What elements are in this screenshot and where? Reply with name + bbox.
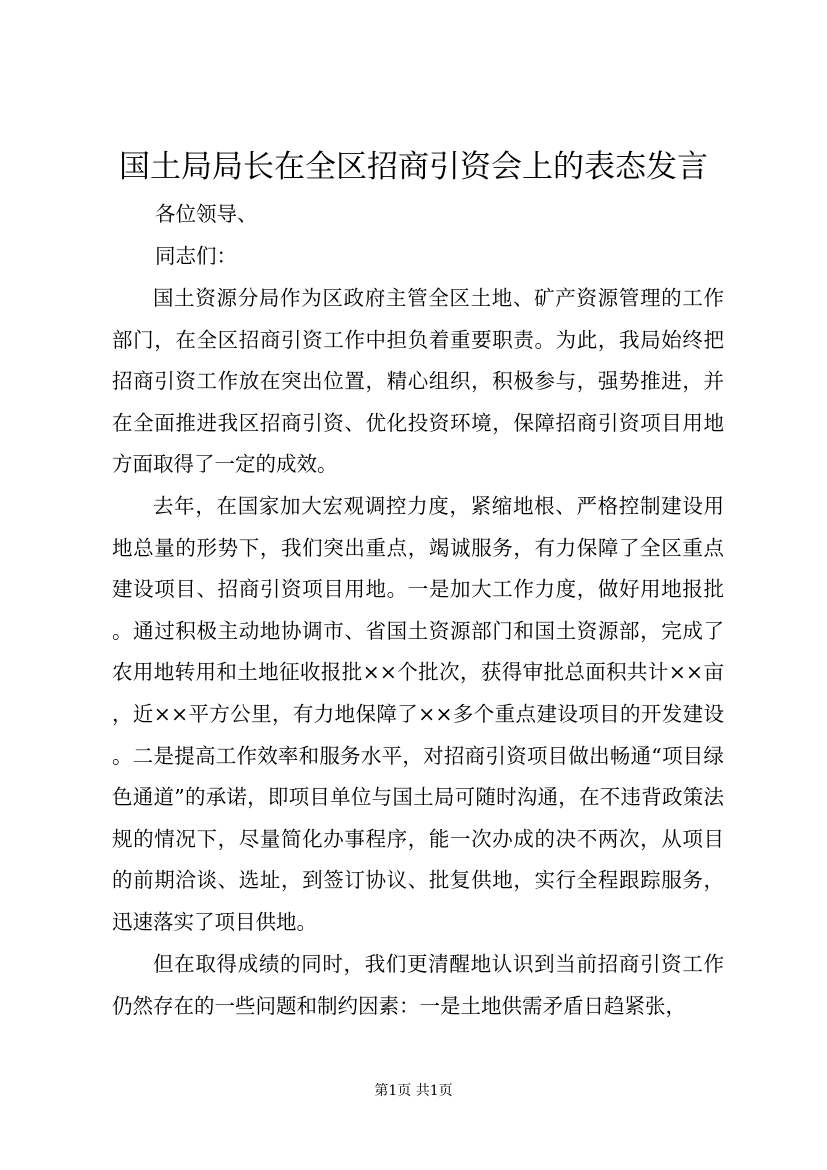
paragraph-1: 国土资源分局作为区政府主管全区土地、矿产资源管理的工作部门，在全区招商引资工作中担负着重要职责。为此，我局始终把招商引资工作放在突出位置，精心组织，积极参与，强势推进，并在全面推进我区招商引资、优化投资环境，保障招商引资项目用地方面取得了一定的成效。: [112, 286, 724, 477]
paragraph-3: 但在取得成绩的同时，我们更清醒地认识到当前招商引资工作仍然存在的一些问题和制约因素：一是土地供需矛盾日趋紧张，: [112, 952, 724, 1018]
page-footer: 第1页 共1页: [374, 1083, 453, 1099]
document-title: 国土局局长在全区招商引资会上的表态发言: [119, 149, 708, 185]
paragraph-2: 去年，在国家加大宏观调控力度，紧缩地根、严格控制建设用地总量的形势下，我们突出重点，竭诚服务，有力保障了全区重点建设项目、招商引资项目用地。一是加大工作力度，做好用地报批。通过积极主动地协调市、省国土资源部门和国土资源部，完成了农用地转用和土地征收报批××个批次，获得审批总面积共计××亩，近××平方公里，有力地保障了××多个重点建设项目的开发建设。二是提高工作效率和服务水平，对招商引资项目做出畅通“项目绿色通道”的承诺，即项目单位与国土局可随时沟通，在不违背政策法规的情况下，尽量简化办事程序，能一次办成的决不两次，从项目的前期洽谈、选址，到签订协议、批复供地，实行全程跟踪服务，迅速落实了项目供地。: [112, 494, 724, 934]
salutation-leaders: 各位领导、: [155, 202, 258, 226]
salutation-comrades: 同志们：: [155, 244, 237, 268]
